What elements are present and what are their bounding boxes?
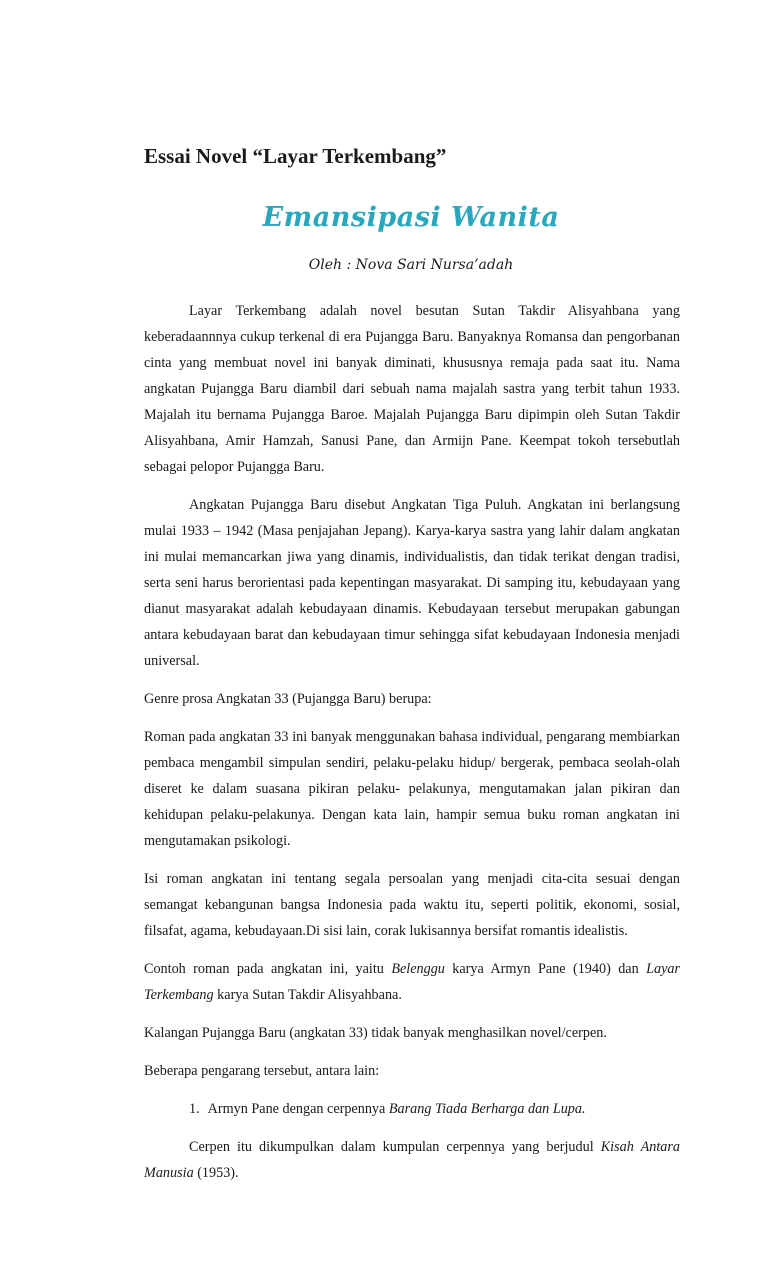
essay-subtitle: Emansipasi Wanita: [262, 202, 560, 233]
paragraph-6-text-1: Contoh roman pada angkatan ini, yaitu: [144, 961, 392, 977]
list-item-book-title: Barang Tiada Berharga dan Lupa.: [388, 1101, 586, 1117]
paragraph-6-text-2: karya Armyn Pane (1940) dan: [444, 961, 647, 977]
author-line: Oleh : Nova Sari Nursa’adah: [308, 257, 514, 273]
list-item-text: Armyn Pane dengan cerpennya: [207, 1101, 389, 1117]
essay-title: Essai Novel “Layar Terkembang”: [144, 144, 447, 168]
list-item: [189, 1096, 680, 1122]
book-title-layar-terkembang: Layar Terkembang: [144, 961, 680, 1003]
book-title-belenggu: Belenggu: [391, 961, 445, 977]
paragraph-6: [144, 956, 680, 1008]
paragraph-9-text-1: Cerpen itu dikumpulkan dalam kumpulan cerpennya yang berjudul: [189, 1139, 601, 1155]
paragraph-8: Beberapa pengarang tersebut, antara lain:: [144, 1063, 380, 1079]
list-item-number: 1.: [189, 1101, 200, 1117]
paragraph-1: Layar Terkembang adalah novel besutan Sutan Takdir Alisyahbana yang keberadaannnya cukup terkenal di era Pujangga Baru. Banyaknya Romansa dan pengorbanan cinta yang membuat novel ini banyak diminati, khususnya remaja pada saat itu. Nama angkatan Pujangga Baru diambil dari sebuah nama majalah sastra yang terbit tahun 1933. Majalah itu bernama Pujangga Baroe. Majalah Pujangga Baru dipimpin oleh Sutan Takdir Alisyahbana, Amir Hamzah, Sanusi Pane, dan Armijn Pane. Keempat tokoh tersebutlah sebagai pelopor Pujangga Baru.: [144, 303, 680, 475]
paragraph-7: Kalangan Pujangga Baru (angkatan 33) tidak banyak menghasilkan novel/cerpen.: [144, 1025, 607, 1041]
paragraph-4: Roman pada angkatan 33 ini banyak menggunakan bahasa individual, pengarang membiarkan pembaca mengambil simpulan sendiri, pelaku-pelaku hidup/ bergerak, pembaca seolah-olah diseret ke dalam suasana pikiran pelaku- pelakunya, mengutamakan jalan pikiran dan kehidupan pelaku-pelakunya. Dengan kata lain, hampir semua buku roman angkatan ini mengutamakan psikologi.: [144, 729, 680, 849]
author-list: [144, 1096, 680, 1122]
paragraph-6-text-3: karya Sutan Takdir Alisyahbana.: [213, 987, 402, 1003]
paragraph-9-text-2: (1953).: [193, 1165, 239, 1181]
essay-body: [144, 298, 680, 1198]
paragraph-5: Isi roman angkatan ini tentang segala persoalan yang menjadi cita-cita sesuai dengan semangat kebangunan bangsa Indonesia pada waktu itu, seperti politik, ekonomi, sosial, filsafat, agama, kebudayaan.Di sisi lain, corak lukisannya bersifat romantis idealistis.: [144, 871, 680, 939]
paragraph-3: Genre prosa Angkatan 33 (Pujangga Baru) berupa:: [144, 691, 432, 707]
book-title-kisah-antara-manusia: Kisah Antara Manusia: [144, 1139, 680, 1181]
paragraph-9: [144, 1134, 680, 1186]
paragraph-2: Angkatan Pujangga Baru disebut Angkatan Tiga Puluh. Angkatan ini berlangsung mulai 1933 – 1942 (Masa penjajahan Jepang). Karya-karya sastra yang lahir dalam angkatan ini mulai memancarkan jiwa yang dinamis, individualistis, dan tidak terikat dengan tradisi, serta seni harus berorientasi pada kepentingan masyarakat. Di samping itu, kebudayaan yang dianut masyarakat adalah kebudayaan dinamis. Kebudayaan tersebut merupakan gabungan antara kebudayaan barat dan kebudayaan timur sehingga sifat kebudayaan Indonesia menjadi universal.: [144, 497, 680, 669]
